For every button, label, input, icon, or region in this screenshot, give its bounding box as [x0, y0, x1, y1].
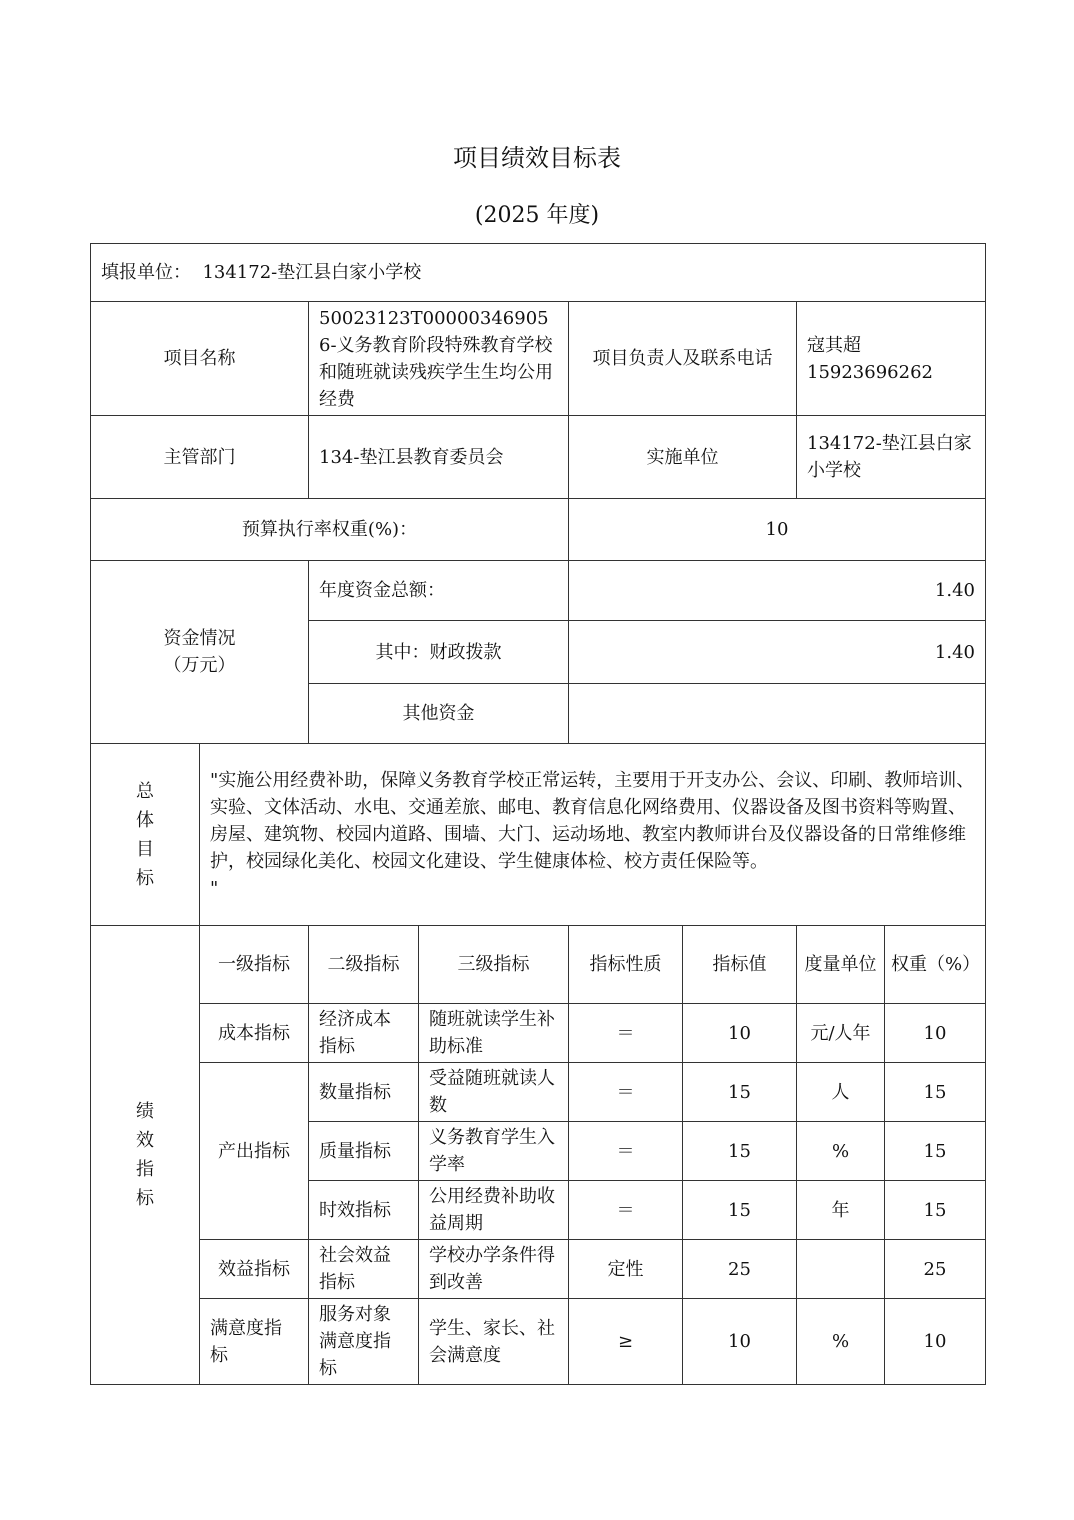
value-cell: 15: [683, 1181, 797, 1240]
dept-value: 134-垫江县教育委员会: [309, 416, 569, 499]
project-name-label: 项目名称: [91, 302, 309, 416]
page-title: 项目绩效目标表: [453, 144, 621, 172]
performance-char: 指: [136, 1159, 154, 1180]
value-cell: 15: [683, 1063, 797, 1122]
nature-cell: ≥: [569, 1299, 683, 1385]
overall-goal-char: 总: [136, 780, 154, 802]
level2-cell: 时效指标: [309, 1181, 419, 1240]
table-row: [91, 1004, 986, 1063]
col-header-unit: 度量单位: [797, 926, 885, 1004]
nature-cell: ＝: [569, 1063, 683, 1122]
weight-cell: 10: [885, 1299, 986, 1385]
unit-cell: %: [797, 1122, 885, 1181]
funds-total-label: 年度资金总额：: [309, 561, 569, 621]
manager-name: 寇其超: [807, 334, 861, 356]
group-satisfaction: 满意度指标: [200, 1299, 309, 1385]
overall-goal-text-cell: [200, 744, 986, 926]
funds-other-label: 其他资金: [309, 684, 569, 744]
page-subtitle: (2025 年度): [474, 203, 600, 228]
level2-cell: 社会效益指标: [309, 1240, 419, 1299]
level3-cell: 学校办学条件得到改善: [419, 1240, 569, 1299]
col-header-level3: 三级指标: [419, 926, 569, 1004]
unit-cell: 人: [797, 1063, 885, 1122]
value-cell: 10: [683, 1004, 797, 1063]
weight-cell: 15: [885, 1063, 986, 1122]
level3-cell: 学生、家长、社会满意度: [419, 1299, 569, 1385]
level3-cell: 公用经费补助收益周期: [419, 1181, 569, 1240]
unit-cell: [797, 1240, 885, 1299]
level2-cell: 服务对象满意度指标: [309, 1299, 419, 1385]
col-header-weight: 权重（%）: [885, 926, 986, 1004]
level2-cell: 经济成本指标: [309, 1004, 419, 1063]
fill-unit-value: 134172-垫江县白家小学校: [202, 262, 422, 283]
col-header-nature: 指标性质: [569, 926, 683, 1004]
col-header-value: 指标值: [683, 926, 797, 1004]
budget-weight-label: 预算执行率权重(%)：: [91, 499, 569, 561]
impl-unit-value: 134172-垫江县白家小学校: [797, 416, 986, 499]
level3-cell: 随班就读学生补助标准: [419, 1004, 569, 1063]
level3-cell: 受益随班就读人数: [419, 1063, 569, 1122]
funds-total-value: 1.40: [569, 561, 986, 621]
unit-cell: 元/人年: [797, 1004, 885, 1063]
overall-goal-text-end: ": [210, 878, 219, 899]
performance-char: 标: [136, 1188, 154, 1209]
level2-cell: 数量指标: [309, 1063, 419, 1122]
dept-label: 主管部门: [91, 416, 309, 499]
value-cell: 10: [683, 1299, 797, 1385]
level3-cell: 义务教育学生入学率: [419, 1122, 569, 1181]
budget-weight-value: 10: [569, 499, 986, 561]
funds-label-line2: （万元）: [163, 655, 236, 676]
group-benefit: 效益指标: [200, 1240, 309, 1299]
funds-label-line1: 资金情况: [163, 628, 236, 649]
col-header-level2: 二级指标: [309, 926, 419, 1004]
unit-cell: %: [797, 1299, 885, 1385]
fill-unit-cell: [91, 244, 986, 302]
nature-cell: 定性: [569, 1240, 683, 1299]
manager-phone: 15923696262: [807, 361, 933, 383]
nature-cell: ＝: [569, 1004, 683, 1063]
funds-label: [91, 561, 309, 744]
level2-cell: 质量指标: [309, 1122, 419, 1181]
impl-unit-label: 实施单位: [569, 416, 797, 499]
overall-goal-char: 体: [136, 809, 154, 831]
weight-cell: 15: [885, 1181, 986, 1240]
table-row: [91, 1299, 986, 1385]
value-cell: 15: [683, 1122, 797, 1181]
overall-goal-label: [91, 744, 200, 926]
performance-char: 绩: [136, 1101, 154, 1122]
performance-char: 效: [136, 1130, 154, 1151]
performance-label: [91, 926, 200, 1385]
overall-goal-text: "实施公用经费补助，保障义务教育学校正常运转，主要用于开支办公、会议、印刷、教师培训、实验、文体活动、水电、交通差旅、邮电、教育信息化网络费用、仪器设备及图书资料等购置、房屋、建筑物、校园内道路、围墙、大门、运动场地、教室内教师讲台及仪器设备的日常维修维护，校园绿化美化、校园文化建设、学生健康体检、校方责任保险等。: [210, 770, 975, 872]
project-name-value: 50023123T000003469056-义务教育阶段特殊教育学校和随班就读残疾学生生均公用经费: [309, 302, 569, 416]
weight-cell: 10: [885, 1004, 986, 1063]
group-output: 产出指标: [200, 1063, 309, 1240]
group-cost: 成本指标: [200, 1004, 309, 1063]
overall-goal-char: 目: [136, 838, 154, 860]
manager-contact: [797, 302, 986, 416]
weight-cell: 15: [885, 1122, 986, 1181]
table-row: [91, 1240, 986, 1299]
funds-fiscal-value: 1.40: [569, 621, 986, 684]
performance-target-table: [90, 243, 986, 1385]
overall-goal-char: 标: [136, 867, 154, 889]
table-row: [91, 1063, 986, 1122]
funds-other-value: [569, 684, 986, 744]
value-cell: 25: [683, 1240, 797, 1299]
unit-cell: 年: [797, 1181, 885, 1240]
col-header-level1: 一级指标: [200, 926, 309, 1004]
funds-fiscal-label: 其中：财政拨款: [309, 621, 569, 684]
manager-label: 项目负责人及联系电话: [569, 302, 797, 416]
nature-cell: ＝: [569, 1181, 683, 1240]
weight-cell: 25: [885, 1240, 986, 1299]
fill-unit-label: 填报单位：: [101, 262, 191, 283]
nature-cell: ＝: [569, 1122, 683, 1181]
